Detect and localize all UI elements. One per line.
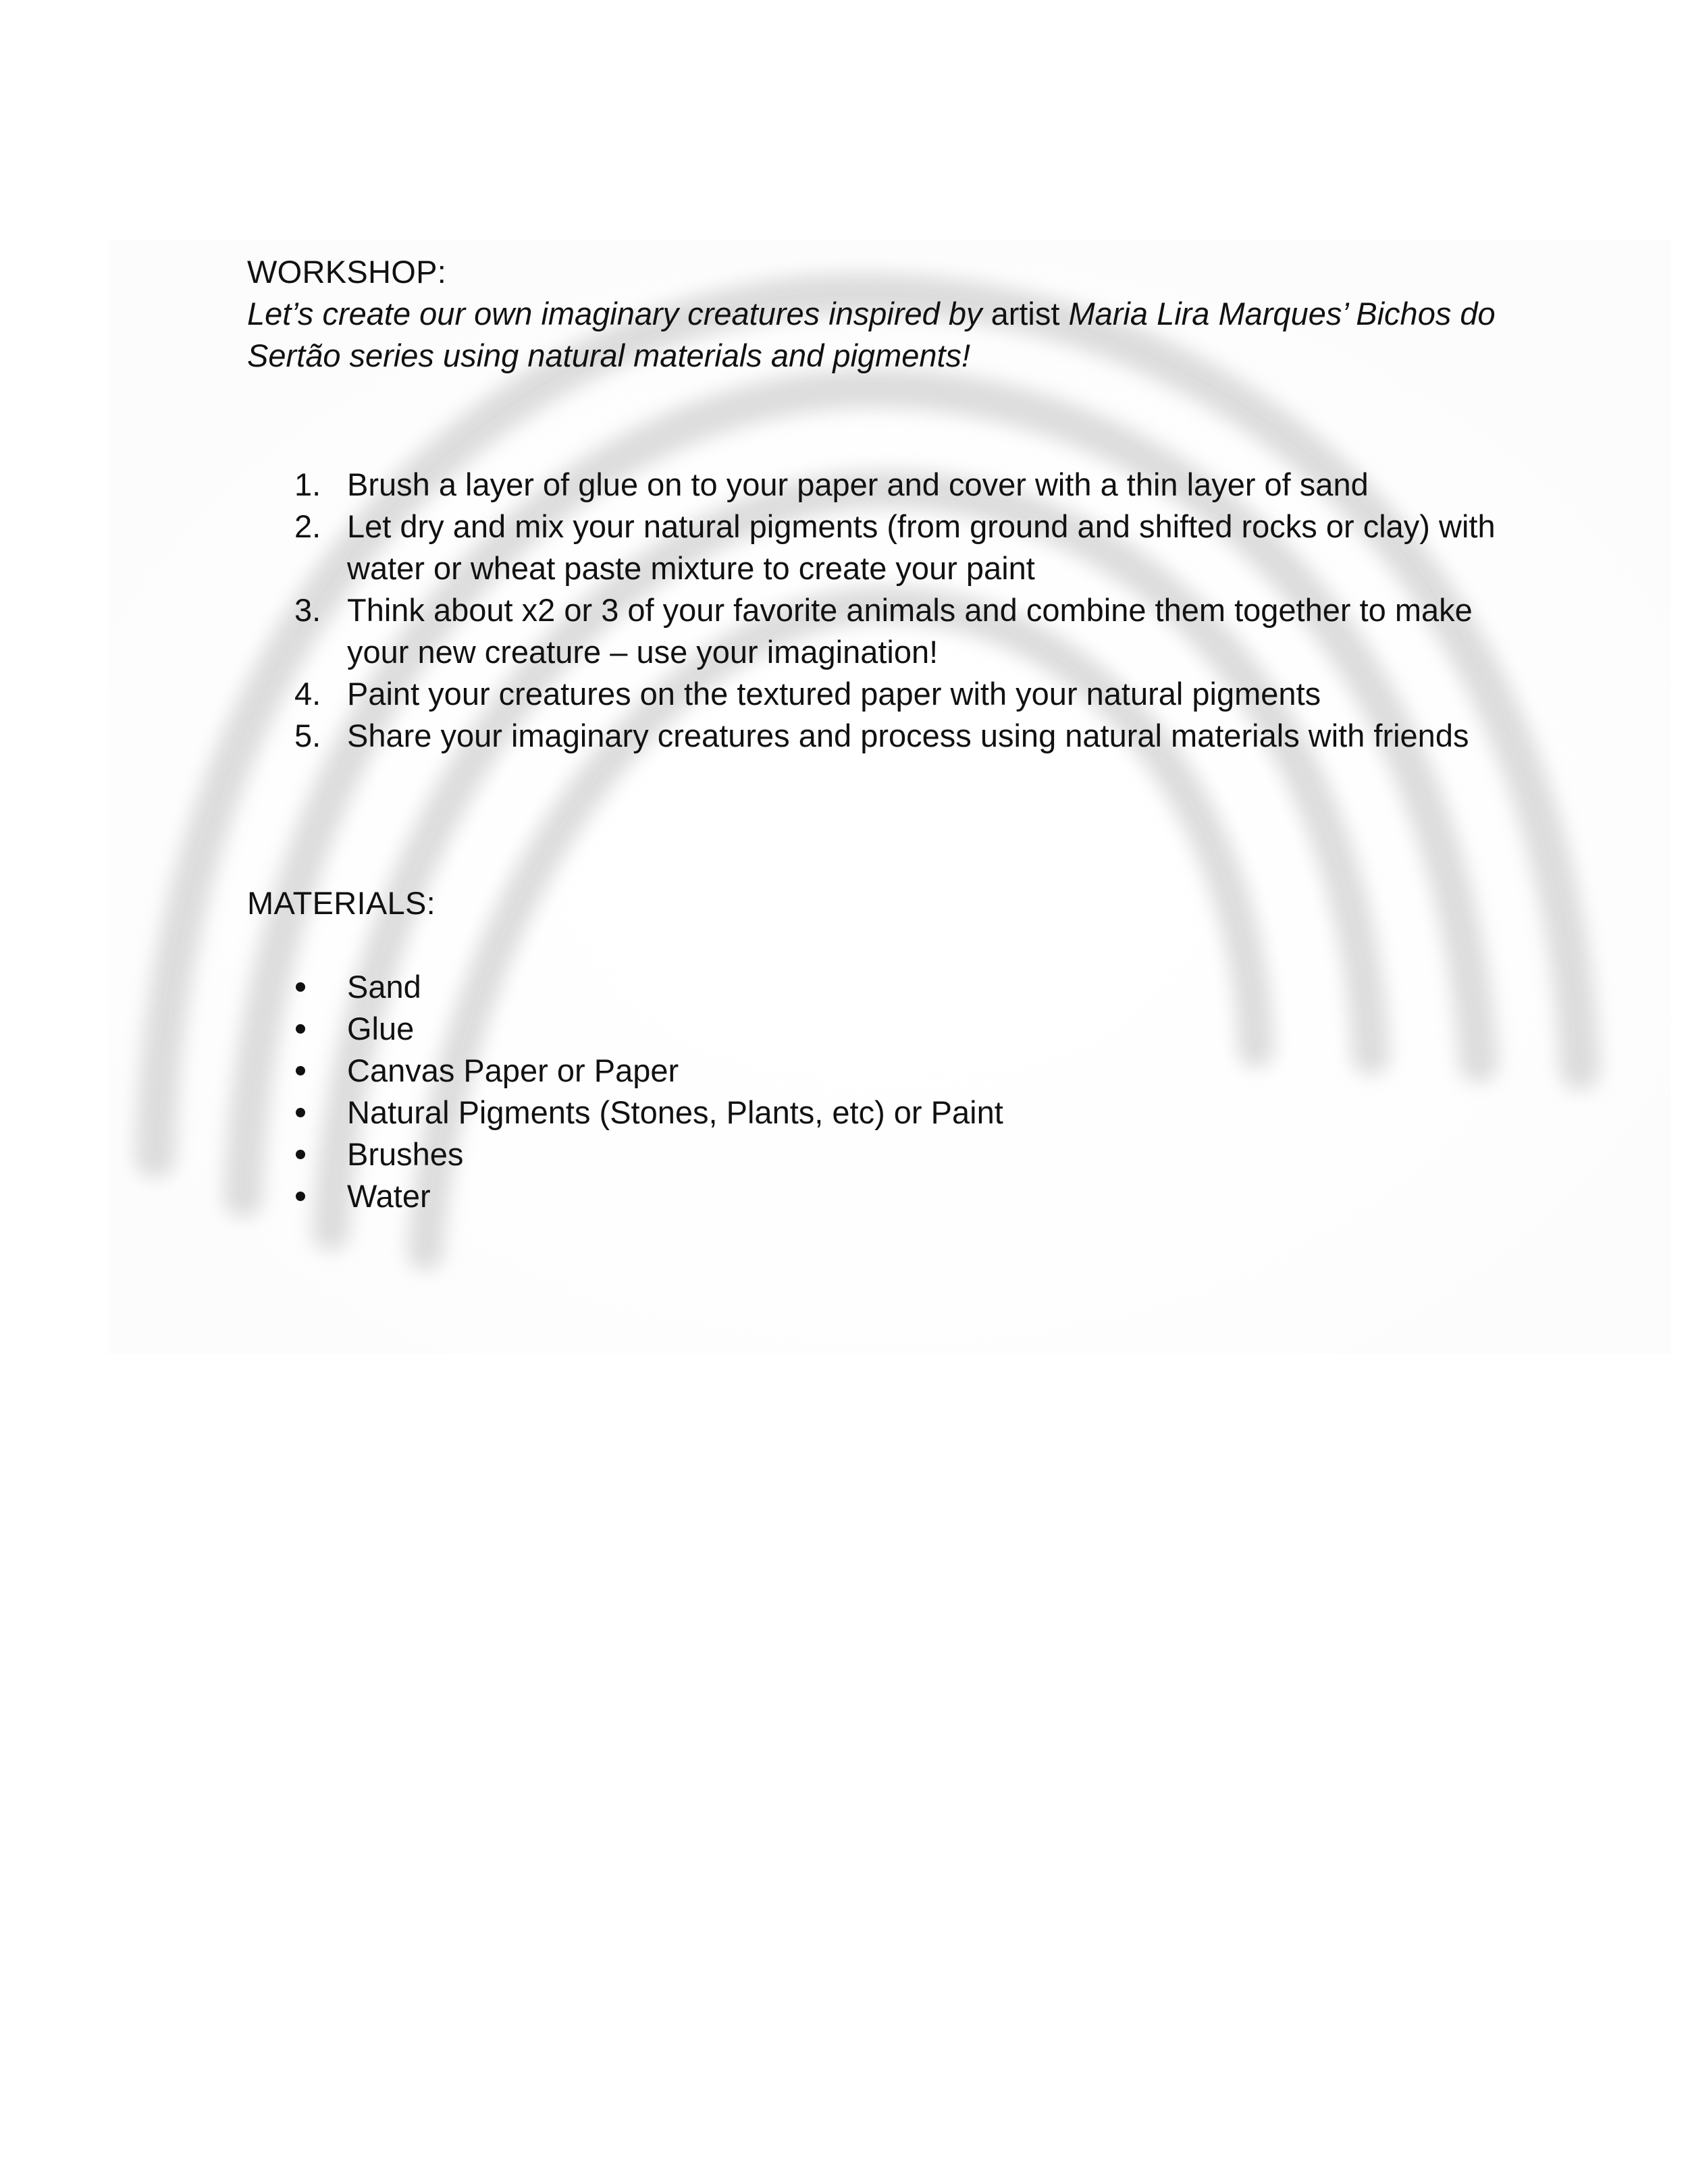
intro-text-upright: artist	[982, 296, 1069, 331]
bullet-dot-icon	[296, 1024, 305, 1034]
bullet-dot-icon	[296, 1066, 305, 1075]
intro-text-part2: Maria Lira Marques’ Bichos do Sertão series using natural materials and pigments!	[247, 296, 1496, 373]
bullet-dot-icon	[296, 1108, 305, 1117]
steps-list	[247, 464, 1503, 757]
workshop-intro	[247, 293, 1503, 377]
material-text: Brushes	[347, 1136, 464, 1172]
bullet-dot-icon	[296, 982, 305, 992]
step-number: 3.	[294, 592, 321, 628]
step-number: 5.	[294, 718, 321, 753]
bullet-dot-icon	[296, 1192, 305, 1201]
list-item	[247, 715, 1503, 757]
list-item	[247, 966, 1503, 1008]
workshop-heading: WORKSHOP:	[247, 254, 447, 290]
bullet-dot-icon	[296, 1150, 305, 1159]
list-item	[247, 673, 1503, 715]
list-item	[247, 1175, 1503, 1217]
list-item	[247, 464, 1503, 506]
step-number: 1.	[294, 467, 321, 502]
step-text: Brush a layer of glue on to your paper and cover with a thin layer of sand	[347, 467, 1369, 502]
list-item	[247, 1134, 1503, 1175]
material-text: Natural Pigments (Stones, Plants, etc) or Paint	[347, 1094, 1003, 1130]
list-item	[247, 1008, 1503, 1050]
step-text: Let dry and mix your natural pigments (from ground and shifted rocks or clay) with water or wheat paste mixture to create your paint	[347, 508, 1496, 586]
material-text: Water	[347, 1178, 431, 1214]
material-text: Canvas Paper or Paper	[347, 1053, 679, 1088]
materials-list	[247, 966, 1503, 1217]
intro-text-part1: Let’s create our own imaginary creatures inspired by	[247, 296, 982, 331]
step-text: Paint your creatures on the textured paper with your natural pigments	[347, 676, 1321, 712]
list-item	[247, 1092, 1503, 1134]
materials-heading: MATERIALS:	[247, 885, 436, 921]
step-number: 4.	[294, 676, 321, 712]
material-text: Glue	[347, 1011, 415, 1046]
list-item	[247, 589, 1503, 673]
document-content	[247, 251, 1503, 1217]
material-text: Sand	[347, 969, 421, 1005]
list-item	[247, 506, 1503, 589]
step-text: Think about x2 or 3 of your favorite animals and combine them together to make your new creature – use your imagination!	[347, 592, 1473, 670]
list-item	[247, 1050, 1503, 1092]
step-text: Share your imaginary creatures and process using natural materials with friends	[347, 718, 1469, 753]
step-number: 2.	[294, 508, 321, 544]
